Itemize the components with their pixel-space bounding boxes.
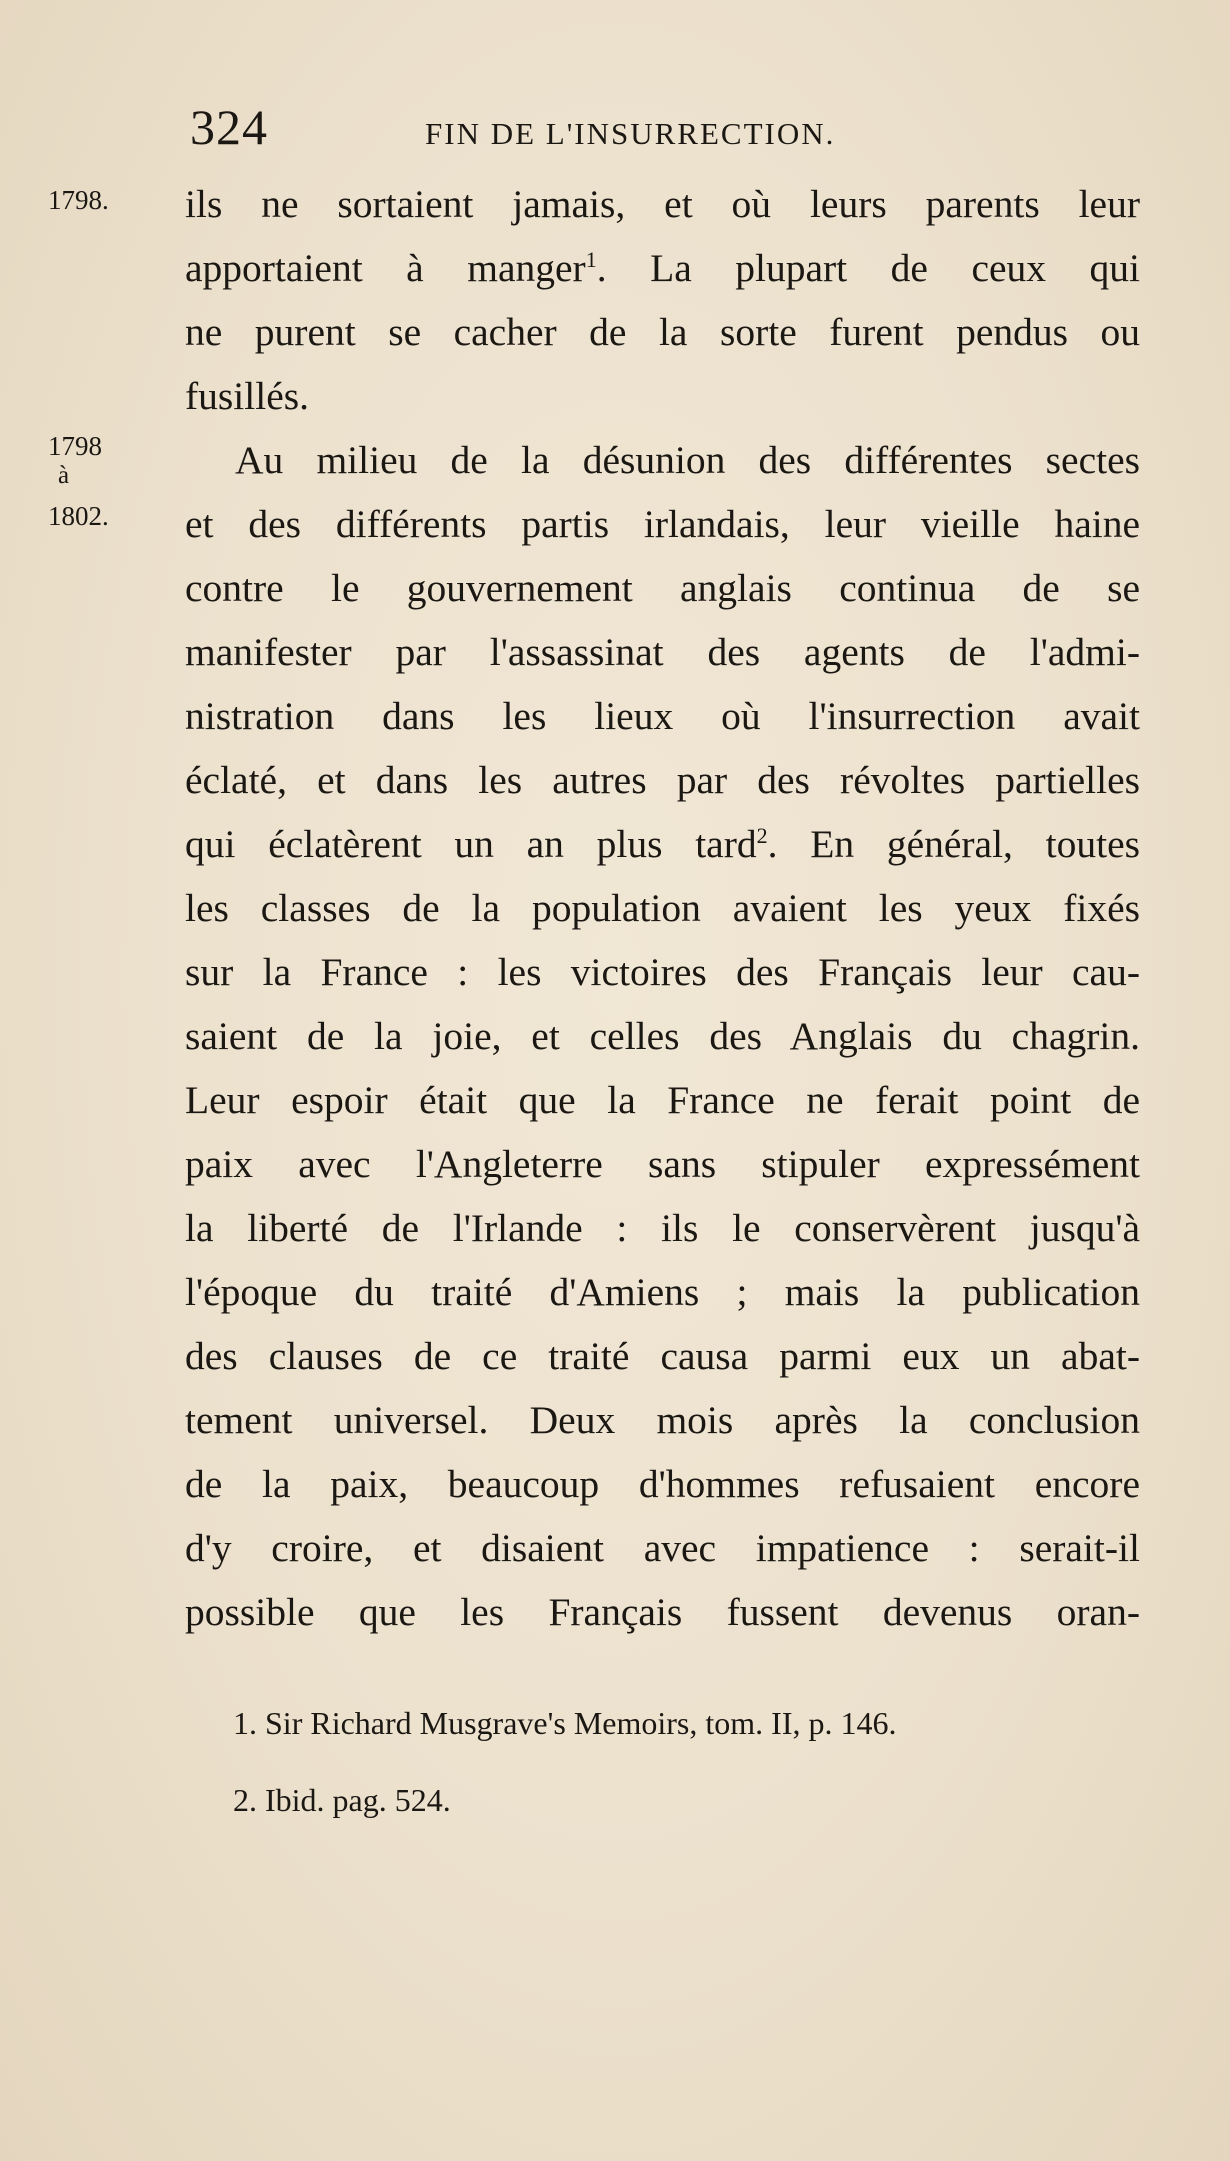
text-line: ne purent se cacher de la sorte furent pendus ou bbox=[185, 310, 1140, 354]
running-title: FIN DE L'INSURRECTION. bbox=[425, 116, 836, 151]
footnote-ref-2[interactable]: 2 bbox=[756, 823, 768, 848]
text-segment: apportaient à manger bbox=[185, 246, 586, 290]
text-segment: . En général, toutes bbox=[767, 822, 1140, 866]
footnotes bbox=[233, 1685, 1153, 1839]
text-line: contre le gouvernement anglais continua de se bbox=[185, 566, 1140, 610]
margin-date-1798: 1798. bbox=[48, 185, 109, 215]
text-line-with-footnote-ref bbox=[185, 812, 1140, 876]
footnote-1: 1. Sir Richard Musgrave's Memoirs, tom. II, p. 146. bbox=[233, 1705, 897, 1741]
text-line-with-footnote-ref bbox=[185, 236, 1140, 300]
text-line: sur la France : les victoires des Français leur cau- bbox=[185, 950, 1140, 994]
text-line: éclaté, et dans les autres par des révoltes partielles bbox=[185, 758, 1140, 802]
text-line: tement universel. Deux mois après la conclusion bbox=[185, 1398, 1140, 1442]
page-header bbox=[190, 98, 1190, 158]
text-segment: qui éclatèrent un an plus tard bbox=[185, 822, 757, 866]
text-line: les classes de la population avaient les yeux fixés bbox=[185, 886, 1140, 930]
text-line: Leur espoir était que la France ne ferait point de bbox=[185, 1078, 1140, 1122]
page-number: 324 bbox=[190, 99, 268, 155]
margin-date-range-end: 1802. bbox=[48, 501, 109, 531]
body-text bbox=[185, 172, 1140, 1644]
margin-date-range-start: 1798 bbox=[48, 431, 102, 461]
margin-date-range-connector: à bbox=[58, 462, 70, 489]
paragraph-start-line: Au milieu de la désunion des différentes sectes bbox=[235, 438, 1140, 482]
text-line: manifester par l'assassinat des agents de l'admi- bbox=[185, 630, 1140, 674]
footnote-2: 2. Ibid. pag. 524. bbox=[233, 1782, 451, 1818]
text-line: fusillés. bbox=[185, 374, 309, 418]
text-line: d'y croire, et disaient avec impatience : serait-il bbox=[185, 1526, 1140, 1570]
text-line: saient de la joie, et celles des Anglais du chagrin. bbox=[185, 1014, 1140, 1058]
text-line: l'époque du traité d'Amiens ; mais la publication bbox=[185, 1270, 1140, 1314]
text-line: paix avec l'Angleterre sans stipuler expressément bbox=[185, 1142, 1140, 1186]
text-line: possible que les Français fussent devenus oran- bbox=[185, 1590, 1140, 1634]
text-line: ils ne sortaient jamais, et où leurs parents leur bbox=[185, 182, 1140, 226]
footnote-ref-1[interactable]: 1 bbox=[585, 247, 597, 272]
text-line: nistration dans les lieux où l'insurrection avait bbox=[185, 694, 1140, 738]
text-line: la liberté de l'Irlande : ils le conservèrent jusqu'à bbox=[185, 1206, 1140, 1250]
text-line: de la paix, beaucoup d'hommes refusaient encore bbox=[185, 1462, 1140, 1506]
text-line: et des différents partis irlandais, leur vieille haine bbox=[185, 502, 1140, 546]
text-line: des clauses de ce traité causa parmi eux un abat- bbox=[185, 1334, 1140, 1378]
text-segment: . La plupart de ceux qui bbox=[596, 246, 1140, 290]
